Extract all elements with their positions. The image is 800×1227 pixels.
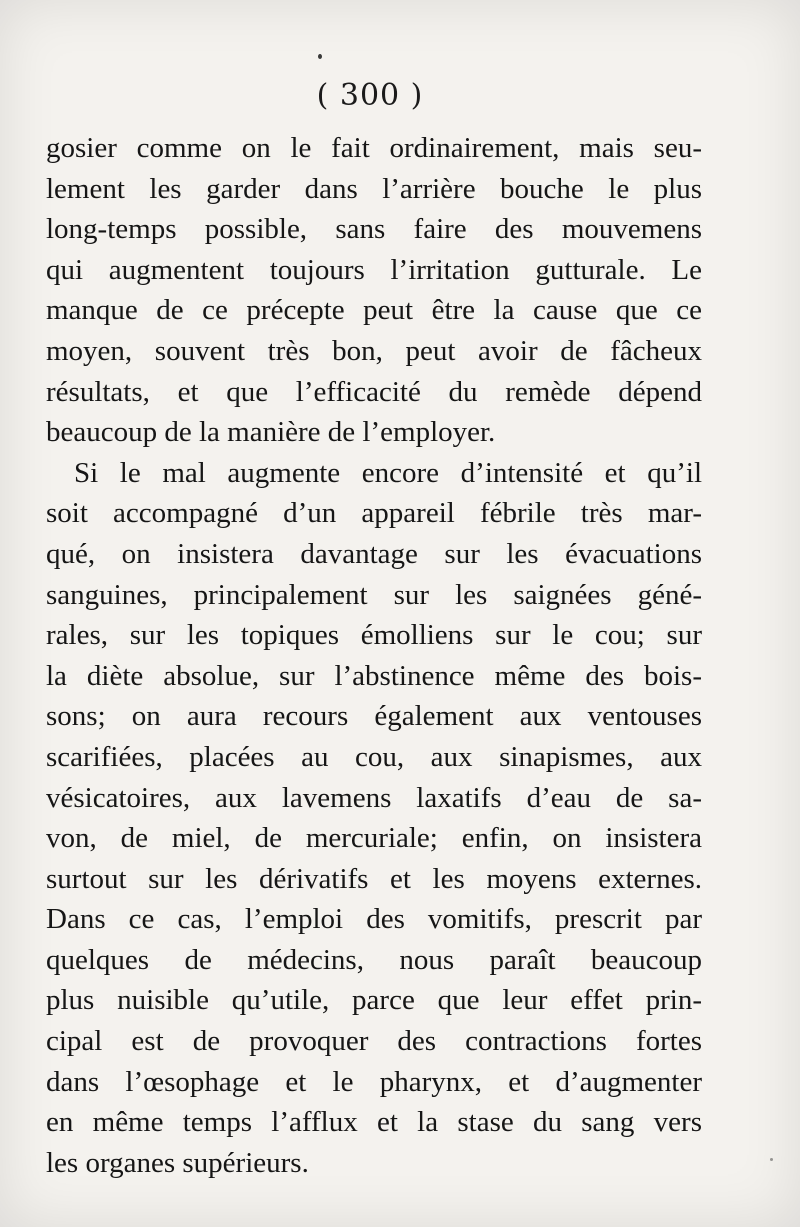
text-line: vésicatoires, aux lavemens laxatifs d’eau de sa-	[46, 781, 702, 814]
text-line: sons; on aura recours également aux ventouses	[46, 700, 702, 733]
text-line: dans l’œsophage et le pharynx, et d’augmenter	[46, 1065, 702, 1098]
text-line: la diète absolue, sur l’abstinence même des bois-	[46, 659, 702, 692]
text-line: Si le mal augmente encore d’intensité et qu’il	[74, 456, 702, 489]
text-line: long-temps possible, sans faire des mouvemens	[46, 213, 702, 246]
text-line: rales, sur les topiques émolliens sur le cou; sur	[46, 619, 702, 652]
page-number: ( 300 )	[316, 78, 424, 113]
paragraph-2	[46, 453, 702, 1184]
text-line: plus nuisible qu’utile, parce que leur effet prin-	[46, 984, 702, 1017]
ink-speck	[318, 54, 322, 59]
text-line: cipal est de provoquer des contractions fortes	[46, 1025, 702, 1058]
text-line: sanguines, principalement sur les saignées géné-	[46, 578, 702, 611]
text-line: qui augmentent toujours l’irritation gutturale. Le	[46, 253, 702, 286]
text-line: résultats, et que l’efficacité du remède dépend	[46, 375, 702, 408]
text-line: soit accompagné d’un appareil fébrile très mar-	[46, 497, 702, 530]
text-line: lement les garder dans l’arrière bouche le plus	[46, 172, 702, 205]
text-line: beaucoup de la manière de l’employer.	[46, 416, 496, 449]
body-text	[46, 128, 702, 1183]
text-line: von, de miel, de mercuriale; enfin, on insistera	[46, 822, 702, 855]
text-line: gosier comme on le fait ordinairement, mais seu-	[46, 132, 702, 164]
text-line: scarifiées, placées au cou, aux sinapismes, aux	[46, 740, 702, 773]
text-line: en même temps l’afflux et la stase du sang vers	[46, 1106, 702, 1139]
text-line: qué, on insistera davantage sur les évacuations	[46, 537, 702, 570]
text-line: moyen, souvent très bon, peut avoir de fâcheux	[46, 334, 702, 367]
text-line: surtout sur les dérivatifs et les moyens externes.	[46, 862, 702, 895]
paragraph-1	[46, 128, 702, 453]
text-line: les organes supérieurs.	[46, 1146, 309, 1179]
text-line: Dans ce cas, l’emploi des vomitifs, prescrit par	[46, 903, 702, 936]
ink-speck	[770, 1158, 773, 1161]
text-line: quelques de médecins, nous paraît beaucoup	[46, 943, 702, 976]
text-line: manque de ce précepte peut être la cause que ce	[46, 294, 702, 327]
